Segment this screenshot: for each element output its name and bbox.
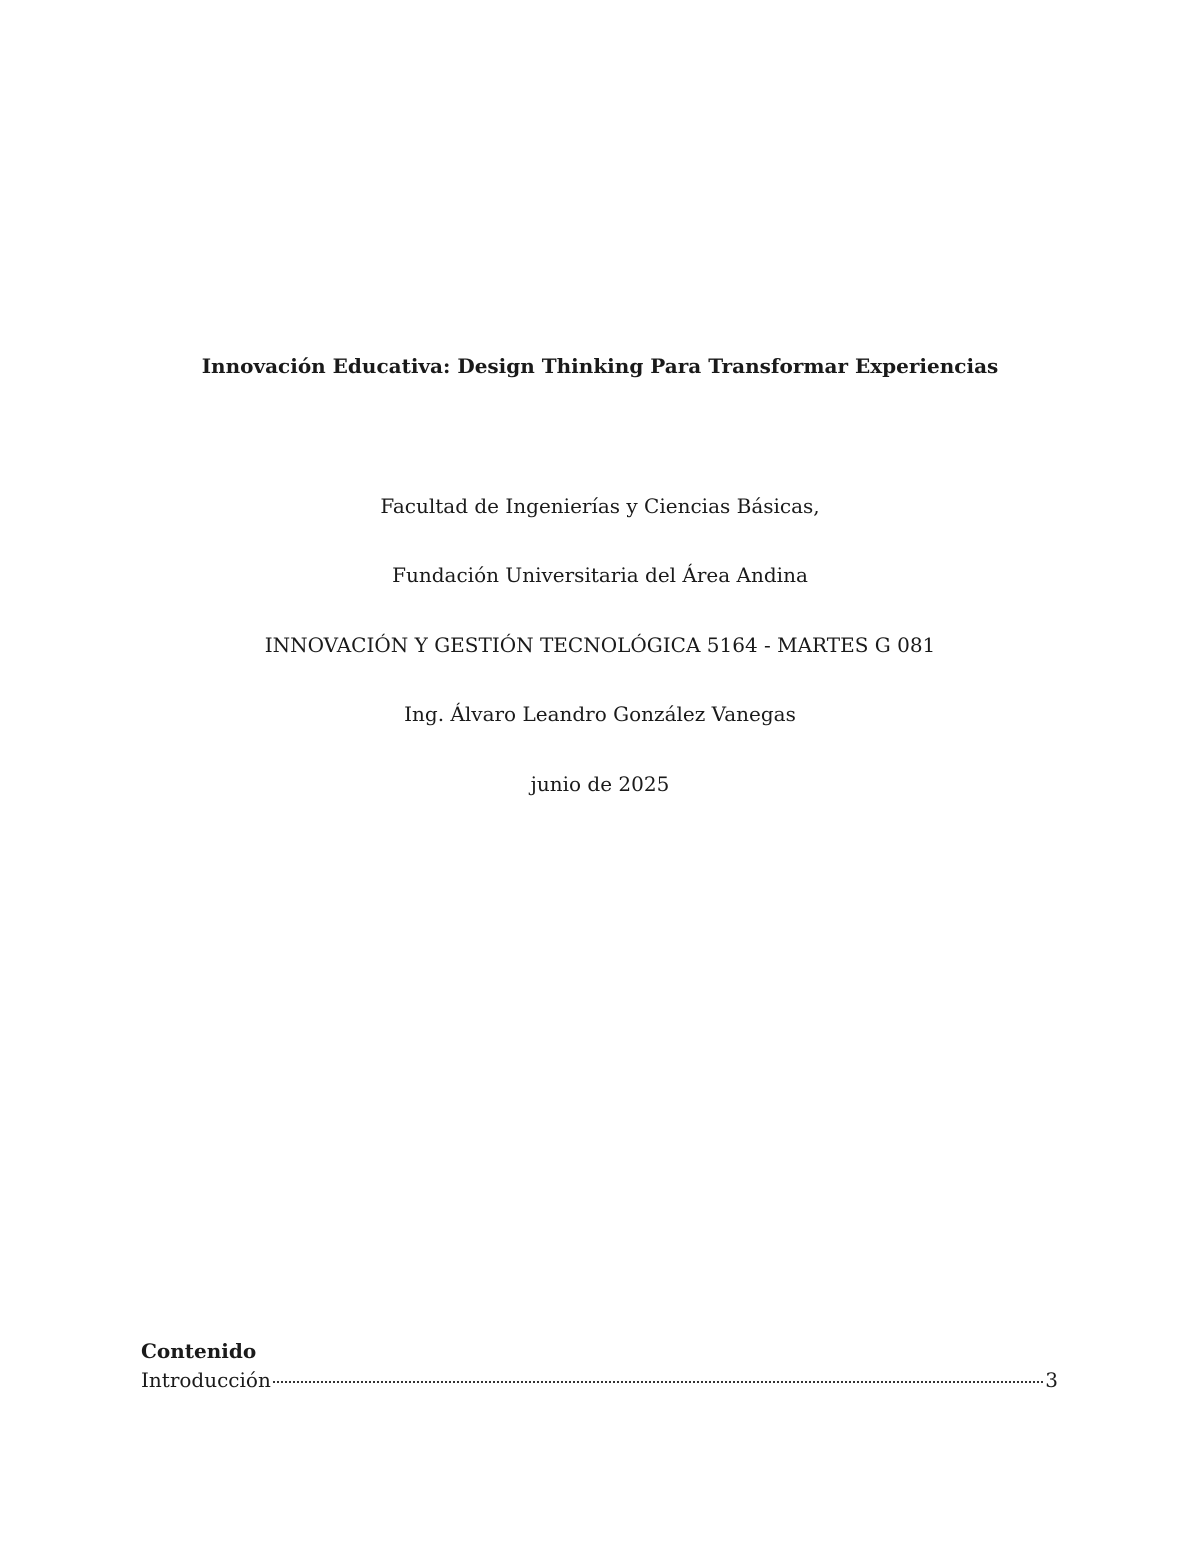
faculty-line: Facultad de Ingenierías y Ciencias Básicas, xyxy=(380,494,820,518)
toc-entry[interactable] xyxy=(141,1367,1058,1393)
document-title: Innovación Educativa: Design Thinking Para Transformar Experiencias xyxy=(201,354,999,378)
toc-heading: Contenido xyxy=(141,1339,257,1363)
toc-entry-label: Introducción xyxy=(141,1368,271,1392)
university-line: Fundación Universitaria del Área Andina xyxy=(392,563,808,587)
toc-leader-dots xyxy=(273,1381,1043,1383)
course-line: INNOVACIÓN Y GESTIÓN TECNOLÓGICA 5164 - MARTES G 081 xyxy=(264,633,936,657)
toc-entry-page: 3 xyxy=(1045,1368,1058,1392)
instructor-line: Ing. Álvaro Leandro González Vanegas xyxy=(404,702,796,726)
date-line: junio de 2025 xyxy=(530,772,670,796)
